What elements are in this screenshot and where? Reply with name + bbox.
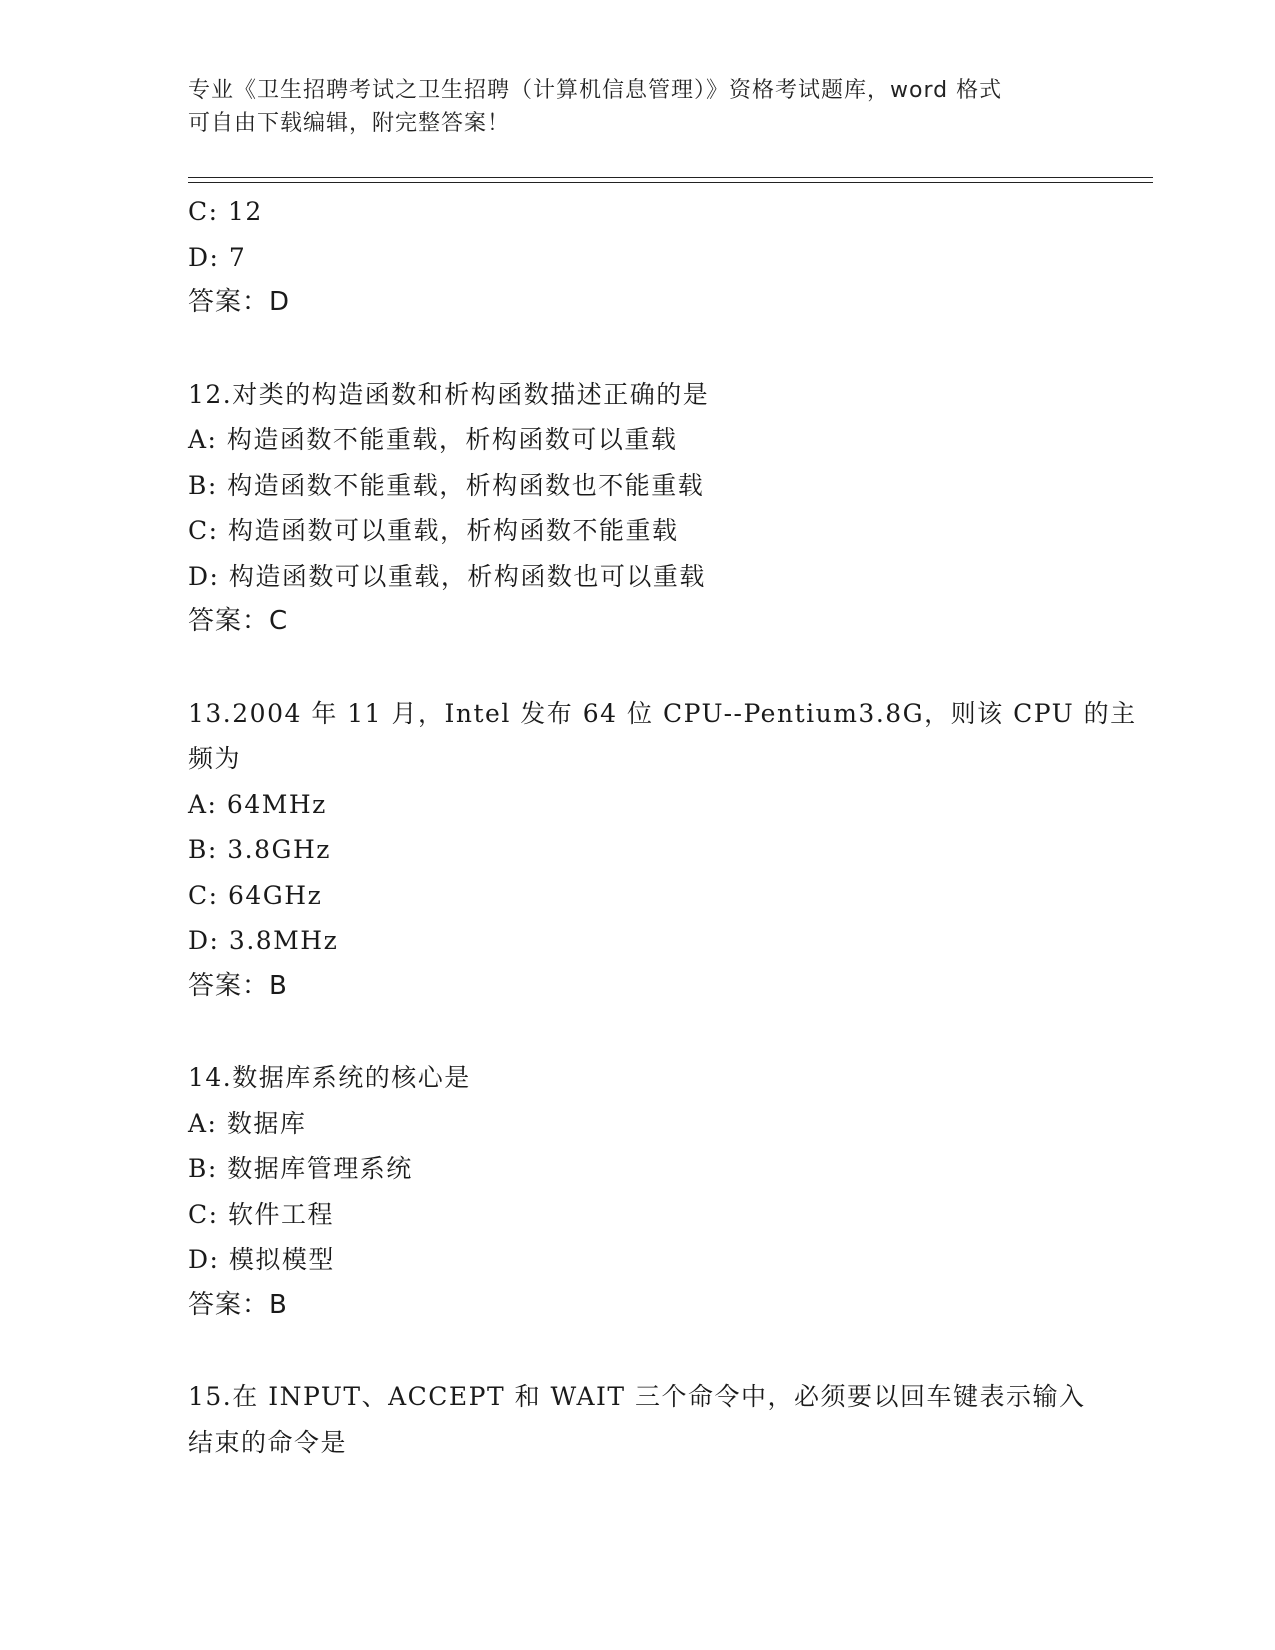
- q12-option-c: C: 构造函数可以重载，析构函数不能重载: [188, 516, 679, 545]
- q12-option-d: D: 构造函数可以重载，析构函数也可以重载: [188, 561, 706, 591]
- question-14-block: [188, 1055, 1088, 1328]
- spacer: [188, 1328, 1088, 1374]
- header-line-1: 专业《卫生招聘考试之卫生招聘（计算机信息管理）》资格考试题库，word 格式: [188, 78, 1003, 103]
- q13-option-d: D: 3.8MHz: [188, 926, 339, 955]
- q13-option-a: A: 64MHz: [188, 789, 327, 819]
- header-divider-bottom: [188, 182, 1153, 183]
- question-13-block: [188, 691, 1137, 1010]
- header-divider-top: [188, 177, 1153, 178]
- q15-stem-line-2: 结束的命令是: [188, 1427, 348, 1457]
- q11-option-d: D: 7: [188, 242, 247, 272]
- header-line-2: 可自由下载编辑，附完整答案！: [188, 111, 511, 136]
- document-header: [188, 74, 1088, 140]
- q13-stem-line-1: 13.2004 年 11 月，Intel 发布 64 位 CPU--Pentium3.8G，则该 CPU 的主: [188, 698, 1137, 728]
- question-15-block: [188, 1374, 1088, 1465]
- q15-stem-line-1: 15.在 INPUT、ACCEPT 和 WAIT 三个命令中，必须要以回车键表示输入: [188, 1382, 1086, 1411]
- document-body: [188, 189, 1137, 1465]
- spacer: [188, 326, 1088, 372]
- q11-option-c: C: 12: [188, 197, 263, 226]
- q14-option-d: D: 模拟模型: [188, 1245, 335, 1274]
- q14-answer: 答案：B: [188, 1289, 288, 1320]
- q12-option-b: B: 构造函数不能重载，析构函数也不能重载: [188, 470, 705, 500]
- spacer: [188, 645, 1088, 691]
- q12-stem: 12.对类的构造函数和析构函数描述正确的是: [188, 379, 710, 409]
- q13-option-b: B: 3.8GHz: [188, 835, 331, 864]
- question-12-block: [188, 372, 1088, 645]
- q14-option-a: A: 数据库: [188, 1108, 307, 1138]
- q13-option-c: C: 64GHz: [188, 880, 323, 910]
- q12-option-a: A: 构造函数不能重载，析构函数可以重载: [188, 425, 678, 454]
- q13-answer: 答案：B: [188, 970, 288, 1001]
- spacer: [188, 1009, 1088, 1055]
- q14-option-c: C: 软件工程: [188, 1199, 334, 1229]
- q13-stem-line-2: 频为: [188, 744, 242, 773]
- q12-answer: 答案：C: [188, 606, 289, 636]
- q14-option-b: B: 数据库管理系统: [188, 1154, 413, 1183]
- q11-answer: 答案：D: [188, 287, 291, 317]
- q14-stem: 14.数据库系统的核心是: [188, 1063, 471, 1092]
- question-11-block: [188, 189, 1088, 326]
